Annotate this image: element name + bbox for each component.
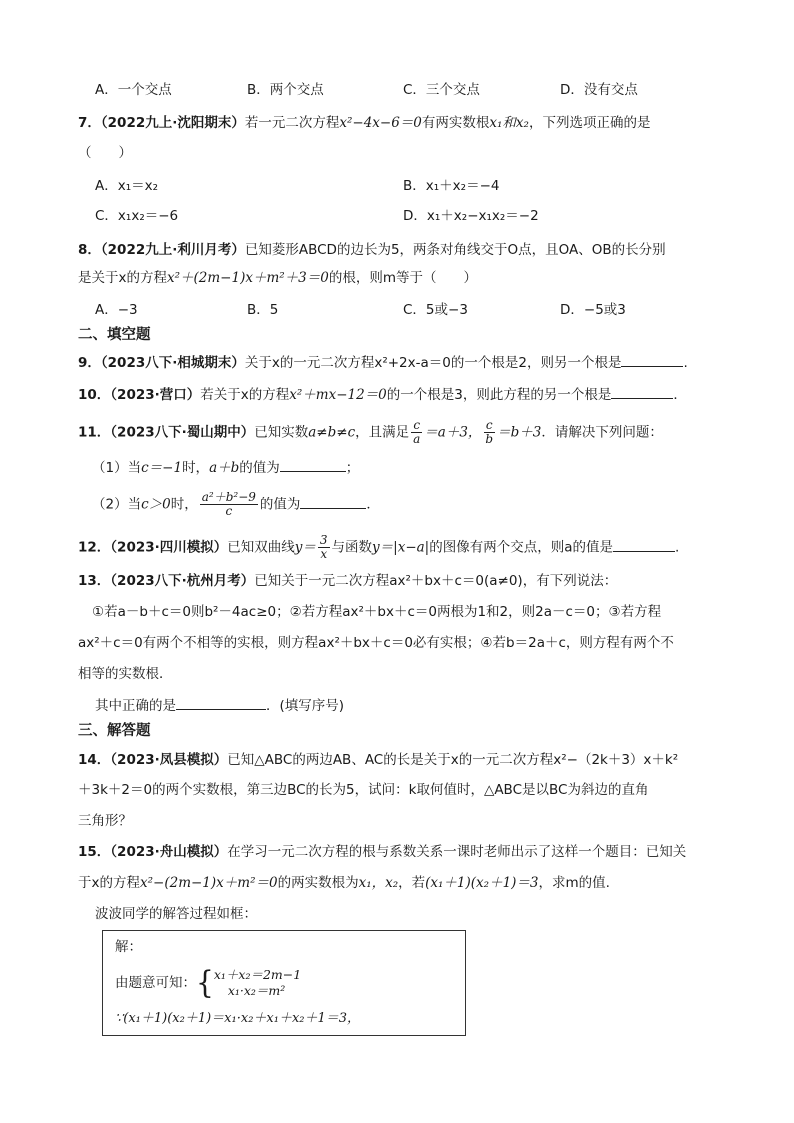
q11-f2-num: c [485, 418, 493, 432]
q12-number: 12． [78, 539, 111, 556]
q10-end: ． [673, 387, 687, 403]
q13-line3: 相等的实数根． [78, 666, 173, 682]
q10-text-pre: 若关于x的方程 [200, 387, 290, 403]
left-brace-icon: { [196, 964, 214, 1001]
q8-text: 已知菱形ABCD的边长为5，两条对角线交于O点，且OA、OB的长分别 [244, 242, 666, 258]
q11-p2-post: 的值为 [259, 496, 301, 513]
q8-stem-line1 [78, 240, 666, 260]
q13-answer-blank[interactable] [176, 695, 266, 710]
q9-stem [78, 352, 688, 373]
q11-p2-end: ． [366, 496, 380, 513]
q7-option-b: B．x₁＋x₂＝−4 [403, 178, 500, 194]
q12-end: . [675, 539, 680, 556]
q10-answer-blank[interactable] [611, 384, 673, 399]
box-title: 解： [115, 939, 142, 955]
q8-text-post: 的根，则m等于（ ） [328, 270, 478, 286]
q13-ans-post: ．(填写序号) [266, 698, 345, 714]
q13-answer-line [95, 695, 344, 716]
q9-end: . [683, 355, 688, 371]
q15-intro: 波波同学的解答过程如框： [95, 906, 257, 922]
q6-option-b: B．两个交点 [247, 82, 324, 98]
q6-option-d: D．没有交点 [560, 82, 638, 98]
q15-source: （2023·舟山模拟） [110, 844, 228, 860]
q11-f2-den: b [485, 432, 494, 446]
q11-text-mid: ，且满足 [355, 424, 410, 441]
q7-text: 若一元二次方程 [244, 115, 340, 131]
q15-equation: x²−(2m−1)x＋m²＝0 [140, 875, 278, 891]
q11-part2 [92, 491, 380, 518]
q9-answer-blank[interactable] [621, 352, 683, 367]
q14-stem-line2: ＋3k＋2＝0的两个实数根，第三边BC的长为5，试问：k取何值时，△ABC是以BC为斜边的直角 [78, 782, 649, 798]
q9-source: （2023八下·相城期末） [100, 355, 245, 371]
q10-source: （2023·营口） [110, 387, 201, 403]
q13-line2: ax²＋c＝0有两个不相等的实根，则方程ax²＋bx＋c＝0必有实根；④若b＝2a＋c，则方程有两个不 [78, 635, 674, 651]
q15-condition: (x₁＋1)(x₂＋1)＝3 [425, 875, 539, 891]
q7-stem [78, 113, 650, 133]
q9-text: 关于x的一元二次方程x²+2x-a＝0的一个根是2，则另一个根是 [244, 355, 622, 371]
q11-p1-mid: 时， [182, 460, 210, 476]
q10-equation: x²＋mx−12＝0 [289, 387, 387, 403]
q11-f2-rhs: ＝b＋3 [497, 424, 542, 441]
q8-option-a: A．−3 [95, 302, 138, 318]
q15-roots: x₁，x₂ [358, 875, 399, 891]
q11-f1-rhs: ＝a＋3， [424, 424, 482, 441]
q12-hyperbola-lhs: y＝ [294, 539, 316, 556]
q14-stem-line3: 三角形？ [78, 813, 132, 829]
q7-roots: x₁和x₂ [489, 115, 529, 131]
q7-source: （2022九上·沈阳期末） [100, 115, 245, 131]
q11-f1-den: a [413, 432, 421, 446]
q11-p2-mid: 时， [170, 496, 198, 513]
q7-text-mid: 有两实数根 [421, 115, 490, 131]
q8-equation: x²＋(2m−1)x＋m²＋3＝0 [167, 270, 329, 286]
q12-text-mid: 与函数 [331, 539, 373, 556]
q11-p2-fraction [200, 491, 258, 518]
q8-number: 8． [78, 242, 101, 258]
q7-equation: x²−4x−6＝0 [339, 115, 422, 131]
q13-text: 已知关于一元二次方程ax²＋bx＋c＝0(a≠0)，有下列说法： [254, 573, 618, 589]
q12-hyperbola-fraction [318, 534, 330, 561]
q14-stem-line1 [78, 750, 678, 770]
q6-option-a: A．一个交点 [95, 82, 172, 98]
q13-stem [78, 571, 617, 591]
q9-number: 9． [78, 355, 101, 371]
q8-option-c: C．5或−3 [403, 302, 468, 318]
q11-p1-post: 的值为 [239, 460, 280, 476]
q12-hyp-num: 3 [319, 533, 328, 547]
q7-option-c: C．x₁x₂＝−6 [95, 208, 179, 224]
box-system-line [115, 964, 302, 1001]
box-system-eq1: x₁＋x₂＝2m−1 [213, 967, 302, 982]
q10-text-post: 的一个根是3，则此方程的另一个根是 [386, 387, 612, 403]
q11-p2-answer-blank[interactable] [300, 494, 366, 509]
q8-text-pre: 是关于x的方程 [78, 270, 167, 286]
q15-number: 15． [78, 844, 111, 860]
q15-l2-mid: 的两实数根为 [277, 875, 359, 891]
q11-condition: a≠b≠c [308, 424, 356, 441]
q11-number: 11． [78, 424, 111, 441]
q11-p2-pre: （2）当 [92, 496, 142, 513]
q15-solution-box [102, 930, 466, 1036]
q11-p2-cond: c＞0 [141, 496, 171, 513]
q10-stem [78, 384, 687, 405]
q12-function: y＝|x−a| [372, 539, 430, 556]
q14-source: （2023·凤县模拟） [110, 752, 228, 768]
q11-source: （2023八下·蜀山期中） [110, 424, 255, 441]
q12-stem [78, 534, 679, 561]
q12-text-pre: 已知双曲线 [227, 539, 295, 556]
q11-p2-num: a²＋b²−9 [201, 490, 256, 504]
q7-number: 7． [78, 115, 101, 131]
q12-answer-blank[interactable] [613, 537, 675, 552]
q8-source: （2022九上·利川月考） [100, 242, 245, 258]
q12-text-post: 的图像有两个交点，则a的值是 [429, 539, 614, 556]
q13-source: （2023八下·杭州月考） [110, 573, 255, 589]
q11-p1-end: ； [345, 460, 360, 476]
q11-text-post: ．请解决下列问题： [541, 424, 663, 441]
q11-stem [78, 419, 663, 446]
q11-fraction-2 [483, 419, 495, 446]
q10-number: 10． [78, 387, 111, 403]
box-system [214, 967, 301, 999]
q7-option-a: A．x₁＝x₂ [95, 178, 159, 194]
q15-stem-line1 [78, 842, 686, 862]
q11-fraction-1 [411, 419, 422, 446]
q11-p1-expr: a＋b [209, 460, 240, 476]
q6-option-c: C．三个交点 [403, 82, 480, 98]
q13-line1: ①若a－b＋c＝0则b²－4ac≥0；②若方程ax²＋bx＋c＝0两根为1和2，则2a－c＝0；③若方程 [92, 604, 662, 620]
q11-p2-den: c [225, 504, 233, 518]
box-system-eq2: x₁·x₂＝m² [227, 983, 286, 998]
q11-f1-num: c [413, 418, 421, 432]
q11-p1-cond: c＝−1 [141, 460, 183, 476]
q11-p1-answer-blank[interactable] [280, 457, 346, 472]
q7-paren: （ ） [78, 145, 132, 161]
box-line3: ∵(x₁＋1)(x₂＋1)＝x₁·x₂＋x₁＋x₂＋1＝3， [115, 1011, 361, 1026]
q15-text: 在学习一元二次方程的根与系数关系一课时老师出示了这样一个题目：已知关 [227, 844, 687, 860]
q14-number: 14． [78, 752, 111, 768]
q15-l2-if: ，若 [398, 875, 426, 891]
q11-text-pre: 已知实数 [254, 424, 309, 441]
q15-l2-pre: 于x的方程 [78, 875, 140, 891]
q11-p1-pre: （1）当 [92, 460, 142, 476]
q12-hyp-den: x [320, 547, 328, 561]
q15-stem-line2 [78, 873, 610, 893]
section-fill-in-title: 二、填空题 [78, 327, 151, 343]
section-solution-title: 三、解答题 [78, 723, 151, 739]
box-l2-text: 由题意可知： [115, 975, 196, 991]
q7-option-d: D．x₁＋x₂−x₁x₂＝−2 [403, 208, 539, 224]
q14-text: 已知△ABC的两边AB、AC的长是关于x的一元二次方程x²−（2k＋3）x＋k² [227, 752, 679, 768]
q12-source: （2023·四川模拟） [110, 539, 228, 556]
q8-stem-line2 [78, 268, 477, 288]
q8-option-b: B．5 [247, 302, 279, 318]
q8-option-d: D．−5或3 [560, 302, 626, 318]
q7-text-post: ，下列选项正确的是 [528, 115, 651, 131]
q13-ans-pre: 其中正确的是 [95, 698, 176, 714]
q13-number: 13． [78, 573, 111, 589]
q15-l2-post: ，求m的值. [538, 875, 610, 891]
q11-part1 [92, 457, 359, 478]
